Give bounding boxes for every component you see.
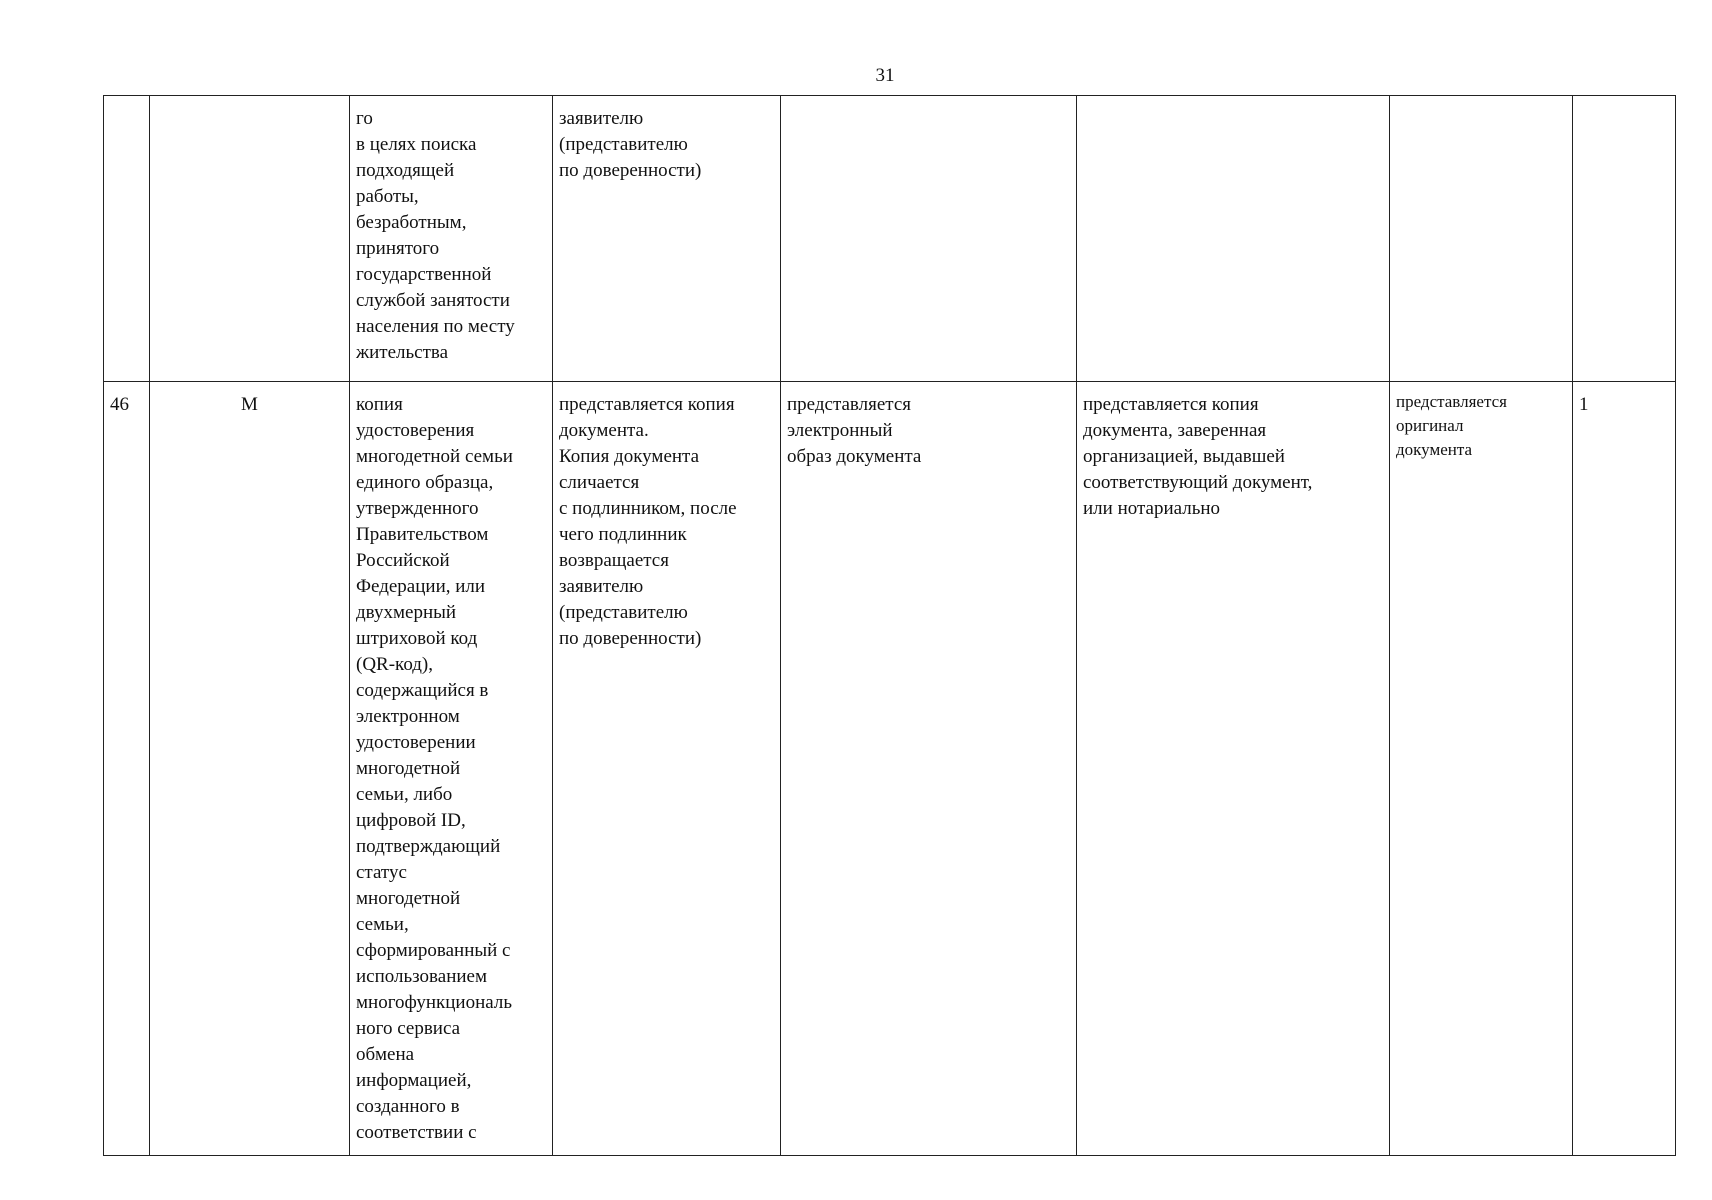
- document-name-cell: го в целях поиска подходящей работы, безработным, принятого государственной службой занятости населения по месту жительства: [350, 96, 553, 382]
- row-number-cell: 46: [104, 382, 150, 1156]
- row-code-cell: [150, 96, 350, 382]
- original-presentation-cell: представляется оригинал документа: [1390, 382, 1573, 1156]
- row-number-cell: [104, 96, 150, 382]
- document-name-cell: копия удостоверения многодетной семьи единого образца, утвержденного Правительством Российской Федерации, или двухмерный штриховой код (QR-код), содержащийся в электронном удостоверении многодетной семьи, либо цифровой ID, подтверждающий статус многодетной семьи, сформированный с использованием многофункциональ ного сервиса обмена информацией, созданного в соответствии с: [350, 382, 553, 1156]
- post-presentation-cell: [1077, 96, 1390, 382]
- in-person-presentation-cell: заявителю (представителю по доверенности): [553, 96, 781, 382]
- row-code-cell: М: [150, 382, 350, 1156]
- in-person-presentation-cell: представляется копия документа. Копия документа сличается с подлинником, после чего подлинник возвращается заявителю (представителю по доверенности): [553, 382, 781, 1156]
- document-table: [103, 95, 1676, 1156]
- electronic-presentation-cell: представляется электронный образ документа: [781, 382, 1077, 1156]
- count-cell: [1573, 96, 1676, 382]
- page-number: 31: [875, 65, 895, 86]
- table-row: [104, 96, 1676, 382]
- original-presentation-cell: [1390, 96, 1573, 382]
- count-cell: 1: [1573, 382, 1676, 1156]
- post-presentation-cell: представляется копия документа, заверенная организацией, выдавшей соответствующий документ, или нотариально: [1077, 382, 1390, 1156]
- electronic-presentation-cell: [781, 96, 1077, 382]
- table-row: [104, 382, 1676, 1156]
